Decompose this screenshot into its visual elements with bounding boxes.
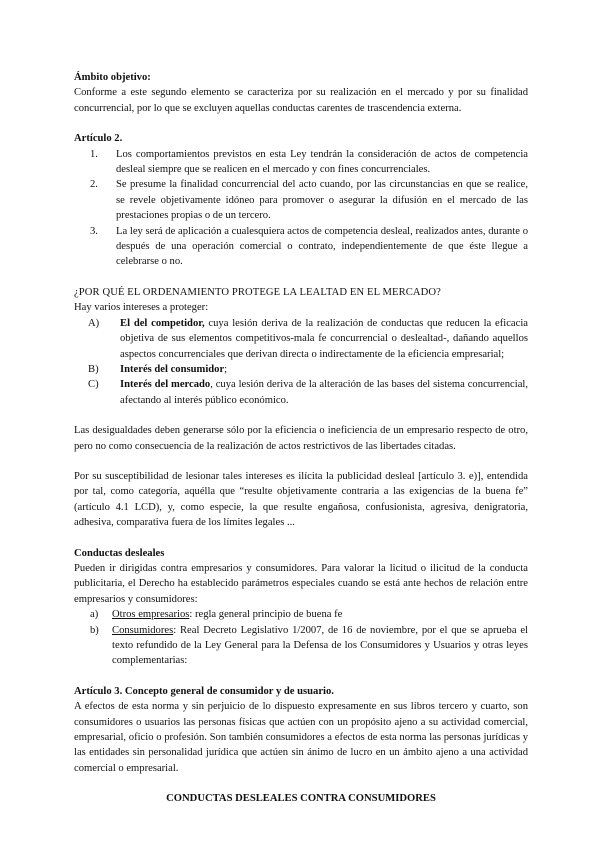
- list-item: b) Consumidores: Real Decreto Legislativo 1/2007, de 16 de noviembre, por el que se aprueba el texto refundido de la Ley General para la Defensa de los Consumidores y Usuarios y otras leyes complementarias:: [90, 624, 528, 667]
- list-item: 3. La ley será de aplicación a cualesquiera actos de competencia desleal, realizados antes, durante o después de una operación comercial o contrato, independientemente de que éste llegue a celebrarse o no.: [90, 225, 528, 268]
- list-item: 1. Los comportamientos previstos en esta Ley tendrán la consideración de actos de competencia desleal siempre que se realicen en el mercado y con fines concurrenciales.: [90, 148, 528, 176]
- articulo2-list: [74, 147, 528, 270]
- conductas-text: Pueden ir dirigidas contra empresarios y consumidores. Para valorar la licitud o ilicitud de la conducta publicitaria, el Derecho ha establecido parámetros especiales cuando se está ante hechos de relación entre empresarios y consumidores:: [74, 562, 528, 605]
- item-bold: Interés del mercado: [120, 379, 211, 391]
- item-label: Consumidores: [112, 624, 174, 636]
- articulo2-heading: Artículo 2.: [74, 133, 123, 145]
- item-bold: Interés del consumidor: [120, 363, 225, 375]
- porque-intro: Hay varios intereses a proteger:: [74, 302, 209, 314]
- conductas-heading: Conductas desleales: [74, 547, 165, 559]
- list-item: a) Otros empresarios: regla general principio de buena fe: [90, 609, 343, 621]
- list-item: 2. Se presume la finalidad concurrencial del acto cuando, por las circunstancias en que se realice, se revele objetivamente idóneo para promover o asegurar la difusión en el mercado de las prestaciones propias o de un tercero.: [90, 179, 528, 222]
- list-item: C) Interés del mercado, cuya lesión deriva de la alteración de las bases del sistema concurrencial, afectando al interés público económico.: [88, 379, 528, 406]
- porque-list: [74, 316, 528, 408]
- list-item: A) El del competidor, cuya lesión deriva de la realización de conductas que reducen la eficacia objetiva de sus elementos competitivos-mala fe concurrencial o deslealtad-, dañando aquellos aspectos concurrenciales que derivan directa o indirectamente de la eficiencia empresarial;: [88, 317, 528, 360]
- paragraph-publicidad: Por su susceptibilidad de lesionar tales intereses es ilícita la publicidad desleal [artículo 3. e)], entendida por tal, como categoría, aquélla que “resulte objetivamente contraria a las exigencias de la buena fe” (artículo 4.1 LCD), y, como especie, la que resulte engañosa, confusionista, agresiva, denigratoria, adhesiva, comparativa fuera de los límites legales ...: [74, 470, 528, 529]
- final-heading: CONDUCTAS DESLEALES CONTRA CONSUMIDORES: [166, 793, 436, 805]
- document-page: [74, 70, 528, 807]
- articulo3-text: A efectos de esta norma y sin perjuicio de lo dispuesto expresamente en sus libros tercero y cuarto, son consumidores o usuarios las personas físicas que actúen con un propósito ajeno a su actividad comercial, empresarial, oficio o profesión. Son también consumidores a efectos de esta norma las personas jurídicas y las entidades sin personalidad jurídica que actúen sin ánimo de lucro en un ámbito ajeno a una actividad comercial o empresarial.: [74, 701, 528, 774]
- porque-heading: ¿POR QUÉ EL ORDENAMIENTO PROTEGE LA LEALTAD EN EL MERCADO?: [74, 286, 441, 298]
- paragraph-desigualdades: Las desigualdades deben generarse sólo por la eficiencia o ineficiencia de un empresario respecto de otro, pero no como consecuencia de la realización de actos restrictivos de las libertades citadas.: [74, 425, 528, 452]
- articulo3-heading: Artículo 3. Concepto general de consumidor y de usuario.: [74, 685, 334, 697]
- conductas-list: [74, 607, 528, 669]
- item-label: Otros empresarios: [112, 609, 190, 621]
- ambito-heading: Ámbito objetivo:: [74, 72, 151, 83]
- item-bold: El del competidor,: [120, 317, 205, 329]
- ambito-text: Conforme a este segundo elemento se caracteriza por su realización en el mercado y por su finalidad concurrencial, por lo que se excluyen aquellas conductas carentes de trascendencia externa.: [74, 87, 528, 114]
- list-item: B) Interés del consumidor;: [88, 363, 228, 375]
